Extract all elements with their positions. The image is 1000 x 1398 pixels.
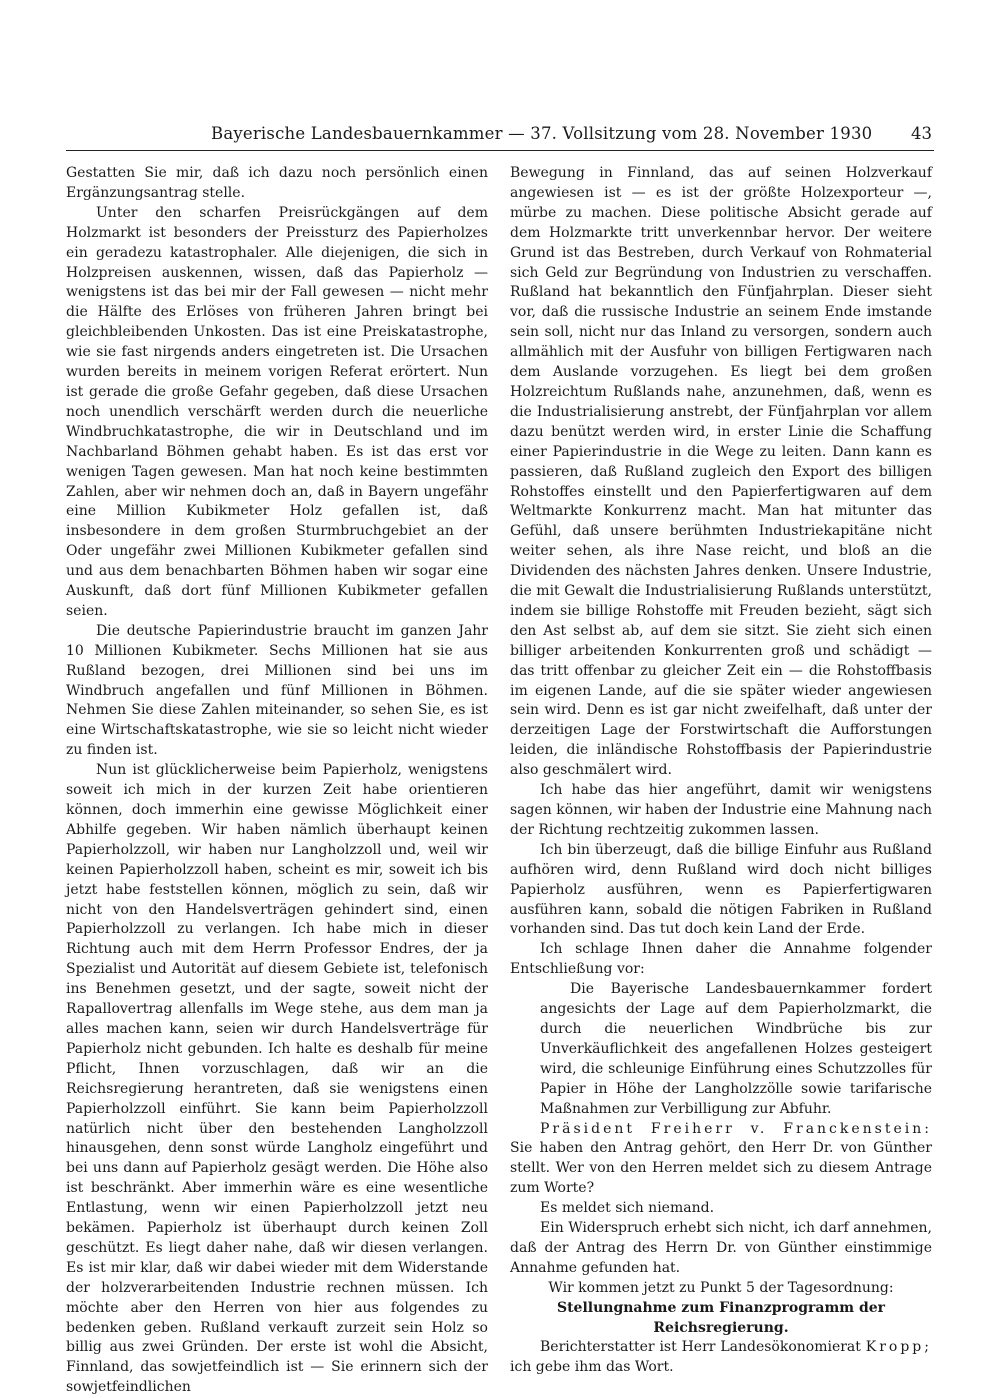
paragraph: Ein Widerspruch erhebt sich nicht, ich darf annehmen, daß der Antrag des Herrn Dr. von Günther einstimmige Annahme gefunden hat. (510, 1220, 932, 1276)
paragraph: Bewegung in Finnland, das auf seinen Holzverkauf angewiesen ist — es ist der größte Holzexporteur —, mürbe zu machen. Diese politische Absicht gerade auf dem Holzmarkte tritt unverkennbar hervor. Der weitere Grund ist das Bestreben, durch Verkauf von Rohmaterial sich Geld zur Begründung von Industrien zu verschaffen. Rußland hat bekanntlich den Fünfjahrplan. Dieser sieht vor, daß die russische Industrie an seinem Ende imstande sein soll, nicht nur das Inland zu versorgen, sondern auch allmählich mit der Ausfuhr von billigen Fertigwaren nach dem Auslande vorzugehen. Es liegt bei dem großen Holzreichtum Rußlands nahe, anzunehmen, daß, wenn es die Industrialisierung anstrebt, der Fünfjahrplan vor allem dazu benützt werden wird, in erster Linie die Schaffung einer Papierindustrie in die Wege zu leiten. Dann kann es passieren, daß Rußland zugleich den Export des billigen Rohstoffes einstellt und den Papierfertigwaren auf dem Weltmarkte Konkurrenz macht. Man hat mitunter das Gefühl, daß unsere berühmten Industriekapitäne nicht weiter sehen, als ihre Nase reicht, und bloß an die Dividenden des nächsten Jahres denken. Unsere Industrie, die mit Gewalt die Industrialisierung Rußlands unterstützt, indem sie billige Rohstoffe mit Freuden bezieht, sägt sich den Ast selbst ab, auf dem sie sitzt. Sie zieht sich einen billiger arbeitenden Konkurrenten groß und schädigt — das tritt offenbar zu gleicher Zeit ein — die Rohstoffbasis im eigenen Lande, auf die sie später wieder angewiesen sein wird. Denn es ist gar nicht zweifelhaft, daß unter der derzeitigen Lage der Forstwirtschaft die Aufforstungen leiden, die inländische Rohstoffbasis der Papierindustrie also geschmälert wird. (510, 165, 932, 779)
paragraph: Gestatten Sie mir, daß ich dazu noch persönlich einen Ergänzungsantrag stelle. (66, 165, 488, 201)
rapporteur-suffix: ich gebe ihm das Wort. (510, 1359, 674, 1376)
resolution-text: Die Bayerische Landesbauernkammer fordert angesichts der Lage auf dem Papierholzmarkt, die durch die neuerlichen Windbrüche bis zur Unverkäuflichkeit des angefallenen Holzes gesteigert wird, die schleunige Einführung eines Schutzzolles für Papier in Höhe der Langholzzölle sowie tarifarische Maßnahmen zur Verbilligung zur Abfuhr. (540, 981, 932, 1117)
rapporteur-name: Kropp; (865, 1339, 932, 1356)
page-number: 43 (911, 124, 932, 143)
paragraph: Es meldet sich niemand. (540, 1200, 715, 1217)
left-column (66, 164, 488, 1398)
running-title: Bayerische Landesbauernkammer — 37. Vollsitzung vom 28. November 1930 (211, 124, 873, 143)
president-statement (510, 1120, 932, 1200)
running-header (66, 124, 934, 151)
speaker-name: Präsident Freiherr v. Franckenstein: (540, 1120, 932, 1137)
rapporteur-prefix: Berichterstatter ist Herr Landesökonomierat (540, 1339, 861, 1356)
paragraph: Ich schlage Ihnen daher die Annahme folgender Entschließung vor: (510, 941, 932, 978)
paragraph: Nun ist glücklicherweise beim Papierholz, wenigstens soweit ich mich in der kurzen Zeit habe orientieren können, doch immerhin eine gewisse Möglichkeit einer Abhilfe gegeben. Wir haben nämlich überhaupt keinen Papierholzzoll, wir haben nur Langholzzoll und, weil wir keinen Papierholzzoll haben, scheint es mir, soweit ich bis jetzt habe feststellen können, möglich zu sein, daß wir nicht von den Handelsverträgen gehindert sind, einen Papierholzzoll zu verlangen. Ich habe mich in dieser Richtung auch mit dem Herrn Professor Endres, der ja Spezialist und Autorität auf diesem Gebiete ist, telefonisch ins Benehmen gesetzt, und der sagte, soweit nicht der Rapallovertrag allenfalls im Wege stehe, aus dem man ja alles machen kann, seien wir durch Handelsverträge für Papierholz nicht gebunden. Ich halte es deshalb für meine Pflicht, Ihnen vorzuschlagen, daß wir an die Reichsregierung herantreten, daß sie wenigstens einen Papierholzzoll einführt. Sie kann beim Papierholzzoll natürlich nicht über den bestehenden Langholzzoll hinausgehen, denn sonst würde Langholz eingeführt und bei uns dann auf Papierholz gesägt werden. Die Höhe also ist beschränkt. Aber immerhin wäre es eine wesentliche Entlastung, wenn wir einen Papierholzzoll jetzt neu bekämen. Papierholz ist überhaupt durch keinen Zoll geschützt. Es liegt daher nahe, daß wir diesen verlangen. Es ist mir klar, daß wir dabei wieder mit dem Widerstande der holzverarbeitenden Industrie rechnen müssen. Ich möchte aber den Herren von hier aus folgendes zu bedenken geben. Rußland verkauft zurzeit sein Holz so billig aus zwei Gründen. Der erste ist wohl die Absicht, Finnland, das sowjetfeindlich ist — Sie erinnern sich der sowjetfeindlichen (66, 762, 488, 1396)
paragraph: Die deutsche Papierindustrie braucht im ganzen Jahr 10 Millionen Kubikmeter. Sechs Millionen hat sie aus Rußland bezogen, drei Millionen sind bei uns im Windbruch angefallen und fünf Millionen in Böhmen. Nehmen Sie diese Zahlen miteinander, so sehen Sie, es ist eine Wirtschaftskatastrophe, wie sie so leicht nicht wieder zu finden ist. (66, 622, 488, 759)
paragraph: Unter den scharfen Preisrückgängen auf dem Holzmarkt ist besonders der Preissturz des Papierholzes ein geradezu katastrophaler. Alle diejenigen, die sich in Holzpreisen auskennen, wissen, daß das Papierholz — wenigstens ist das bei mir der Fall gewesen — nicht mehr die Hälfte des Erlöses von früheren Jahren bringt bei gleichbleibenden Unkosten. Das ist eine Preiskatastrophe, wie sie fast nirgends anders eingetreten ist. Die Ursachen wurden bereits in meinem vorigen Referat erörtert. Nun ist gerade die große Gefahr gegeben, daß diese Ursachen noch unendlich verschärft werden durch die neuerliche Windbruchkatastrophe, die wir in Deutschland und im Nachbarland Böhmen gehabt haben. Es ist das erst vor wenigen Tagen gewesen. Man hat noch keine bestimmten Zahlen, aber wir nehmen doch an, daß in Bayern ungefähr eine Million Kubikmeter Holz gefallen ist, daß insbesondere in dem großen Sturmbruchgebiet an der Oder ungefähr zwei Millionen Kubikmeter gefallen sind und aus dem benachbarten Böhmen haben wir sogar eine Auskunft, daß dort fünf Millionen Kubikmeter gefallen seien. (66, 204, 488, 619)
section-heading: Stellungnahme zum Finanzprogramm der Reichsregierung. (556, 1299, 886, 1336)
paragraph: Ich habe das hier angeführt, damit wir wenigstens sagen können, wir haben der Industrie eine Mahnung nach der Richtung rechtzeitig zukommen lassen. (510, 782, 932, 838)
agenda-line: Wir kommen jetzt zu Punkt 5 der Tagesordnung: (548, 1279, 894, 1296)
right-column (510, 164, 932, 1378)
speaker-text: Sie haben den Antrag gehört, den Herr Dr. von Günther stellt. Wer von den Herren meldet sich zu diesem Antrage zum Worte? (510, 1140, 932, 1197)
rapporteur-line (510, 1338, 932, 1378)
paragraph: Ich bin überzeugt, daß die billige Einfuhr aus Rußland aufhören wird, denn Rußland wird doch nicht billiges Papierholz ausführen, wenn es Papierfertigwaren ausführen kann, sobald die nötigen Fabriken in Rußland vorhanden sind. Das tut doch kein Land der Erde. (510, 841, 932, 938)
